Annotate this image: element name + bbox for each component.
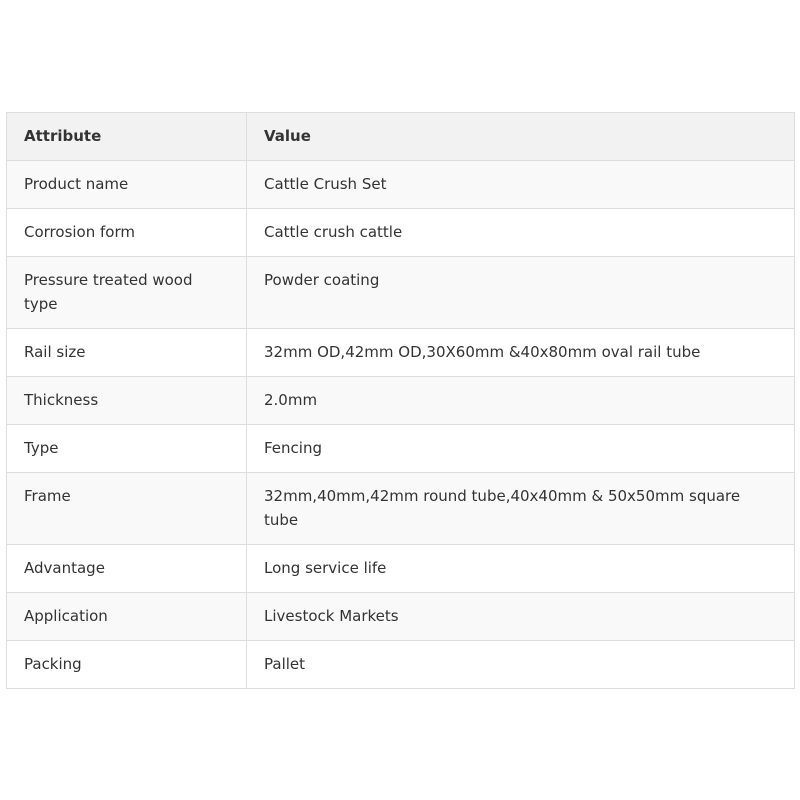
value-cell: Pallet xyxy=(247,641,795,689)
attribute-cell: Advantage xyxy=(7,545,247,593)
attribute-cell: Packing xyxy=(7,641,247,689)
attribute-cell: Product name xyxy=(7,161,247,209)
attribute-cell: Type xyxy=(7,425,247,473)
value-cell: 32mm OD,42mm OD,30X60mm &40x80mm oval rail tube xyxy=(247,329,795,377)
value-cell: Fencing xyxy=(247,425,795,473)
attribute-cell: Application xyxy=(7,593,247,641)
table-row xyxy=(7,209,795,257)
value-cell: Powder coating xyxy=(247,257,795,329)
table-row xyxy=(7,257,795,329)
header-value: Value xyxy=(247,113,795,161)
value-cell: 32mm,40mm,42mm round tube,40x40mm & 50x50mm square tube xyxy=(247,473,795,545)
table-row xyxy=(7,473,795,545)
table-header-row xyxy=(7,113,795,161)
attribute-cell: Frame xyxy=(7,473,247,545)
table-row xyxy=(7,425,795,473)
attribute-cell: Corrosion form xyxy=(7,209,247,257)
table-row xyxy=(7,545,795,593)
table-row xyxy=(7,377,795,425)
value-cell: Livestock Markets xyxy=(247,593,795,641)
value-cell: Cattle Crush Set xyxy=(247,161,795,209)
table-row xyxy=(7,161,795,209)
value-cell: Long service life xyxy=(247,545,795,593)
attribute-cell: Rail size xyxy=(7,329,247,377)
spec-table-container xyxy=(6,112,794,689)
attribute-cell: Thickness xyxy=(7,377,247,425)
attribute-cell: Pressure treated wood type xyxy=(7,257,247,329)
header-attribute: Attribute xyxy=(7,113,247,161)
table-row xyxy=(7,593,795,641)
spec-table xyxy=(6,112,795,689)
value-cell: 2.0mm xyxy=(247,377,795,425)
value-cell: Cattle crush cattle xyxy=(247,209,795,257)
table-row xyxy=(7,329,795,377)
table-row xyxy=(7,641,795,689)
